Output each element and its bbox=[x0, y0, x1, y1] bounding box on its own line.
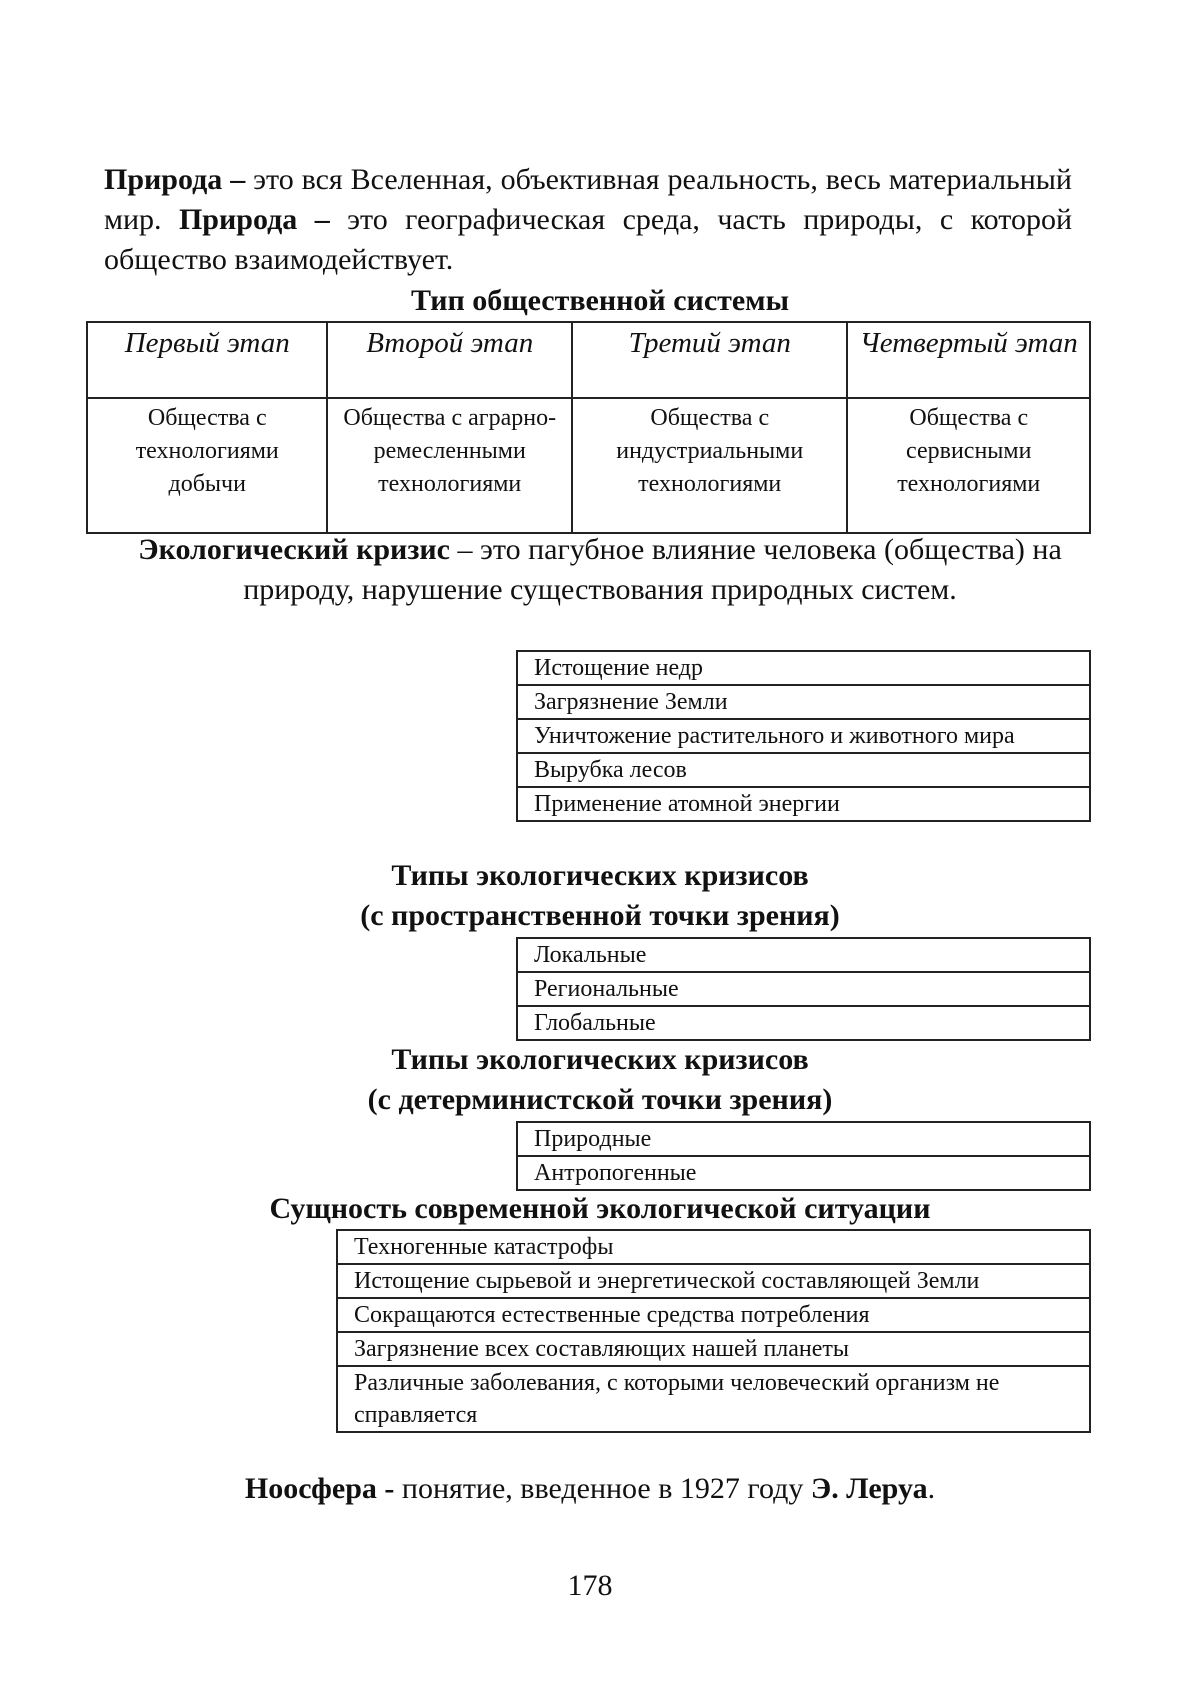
stage-cell: Общества с индустриальными технологиями bbox=[572, 398, 848, 533]
list-item: Загрязнение Земли bbox=[517, 685, 1090, 719]
stage-header: Четвертый этап bbox=[847, 322, 1090, 398]
nature-definition-2: это географическая среда, часть природы, с которой общество взаимодействует. bbox=[104, 203, 1072, 276]
situation-table bbox=[336, 1229, 1091, 1433]
term-nature-2: Природа – bbox=[178, 203, 330, 236]
list-item: Техногенные катастрофы bbox=[337, 1230, 1090, 1264]
list-item: Локальные bbox=[517, 938, 1090, 972]
list-item: Природные bbox=[517, 1122, 1090, 1156]
term-nature-1: Природа – bbox=[104, 163, 246, 196]
table-row bbox=[517, 651, 1090, 685]
list-item: Антропогенные bbox=[517, 1156, 1090, 1190]
list-item: Сокращаются естественные средства потребления bbox=[337, 1298, 1090, 1332]
deterministic-types-title-line2: (с детерминистской точки зрения) bbox=[367, 1083, 833, 1116]
list-item: Загрязнение всех составляющих нашей планеты bbox=[337, 1332, 1090, 1366]
crisis-causes-table bbox=[516, 650, 1091, 822]
noosphere-author: Э. Леруа bbox=[810, 1472, 928, 1505]
stage-cell: Общества с технологиями добычи bbox=[87, 398, 327, 533]
stages-header-row bbox=[87, 322, 1090, 398]
list-item: Региональные bbox=[517, 972, 1090, 1006]
list-item: Истощение сырьевой и энергетической составляющей Земли bbox=[337, 1264, 1090, 1298]
stage-cell: Общества с сервисными технологиями bbox=[847, 398, 1090, 533]
page-number: 178 bbox=[567, 1569, 613, 1602]
table-row bbox=[517, 685, 1090, 719]
crisis-definition bbox=[110, 530, 1090, 610]
table-row bbox=[517, 719, 1090, 753]
list-item: Применение атомной энергии bbox=[517, 787, 1090, 821]
table-row bbox=[337, 1332, 1090, 1366]
spatial-types-title-line2: (с пространственной точки зрения) bbox=[360, 899, 840, 932]
noosphere-end: . bbox=[927, 1472, 936, 1505]
list-item: Различные заболевания, с которыми человеческий организм не справляется bbox=[337, 1366, 1090, 1432]
stage-cell: Общества с аграрно-ремесленными технологиями bbox=[327, 398, 572, 533]
list-item: Уничтожение растительного и животного мира bbox=[517, 719, 1090, 753]
table-row bbox=[517, 1122, 1090, 1156]
list-item: Глобальные bbox=[517, 1006, 1090, 1040]
stage-header: Третий этап bbox=[572, 322, 848, 398]
deterministic-types-table bbox=[516, 1121, 1091, 1191]
deterministic-types-title-line1: Типы экологических кризисов bbox=[391, 1043, 809, 1076]
table-row bbox=[517, 938, 1090, 972]
table-row bbox=[337, 1298, 1090, 1332]
stages-body-row bbox=[87, 398, 1090, 533]
deterministic-types-title bbox=[0, 1040, 1200, 1120]
noosphere-line bbox=[0, 1469, 1180, 1509]
noosphere-text: понятие, введенное в 1927 году bbox=[394, 1472, 811, 1505]
table-row bbox=[517, 787, 1090, 821]
situation-title: Сущность современной экологической ситуации bbox=[269, 1192, 931, 1225]
spatial-types-table bbox=[516, 937, 1091, 1041]
table-row bbox=[337, 1366, 1090, 1432]
stage-header: Первый этап bbox=[87, 322, 327, 398]
spatial-types-title bbox=[0, 856, 1200, 936]
stage-header: Второй этап bbox=[327, 322, 572, 398]
term-noosphere: Ноосфера - bbox=[244, 1472, 395, 1505]
table-row bbox=[517, 1156, 1090, 1190]
table-row bbox=[337, 1264, 1090, 1298]
nature-definition-1: это вся Вселенная, объективная реальность, весь материальный мир. bbox=[104, 163, 1072, 236]
spatial-types-title-line1: Типы экологических кризисов bbox=[391, 859, 809, 892]
table-row bbox=[517, 753, 1090, 787]
social-system-table bbox=[86, 321, 1091, 534]
social-system-title: Тип общественной системы bbox=[410, 284, 790, 317]
crisis-definition-text: – это пагубное влияние человека (общества) на природу, нарушение существования природных систем. bbox=[243, 533, 1062, 606]
list-item: Вырубка лесов bbox=[517, 753, 1090, 787]
term-crisis: Экологический кризис bbox=[138, 533, 450, 566]
table-row bbox=[517, 972, 1090, 1006]
intro-paragraph bbox=[104, 160, 1072, 280]
table-row bbox=[517, 1006, 1090, 1040]
table-row bbox=[337, 1230, 1090, 1264]
list-item: Истощение недр bbox=[517, 651, 1090, 685]
